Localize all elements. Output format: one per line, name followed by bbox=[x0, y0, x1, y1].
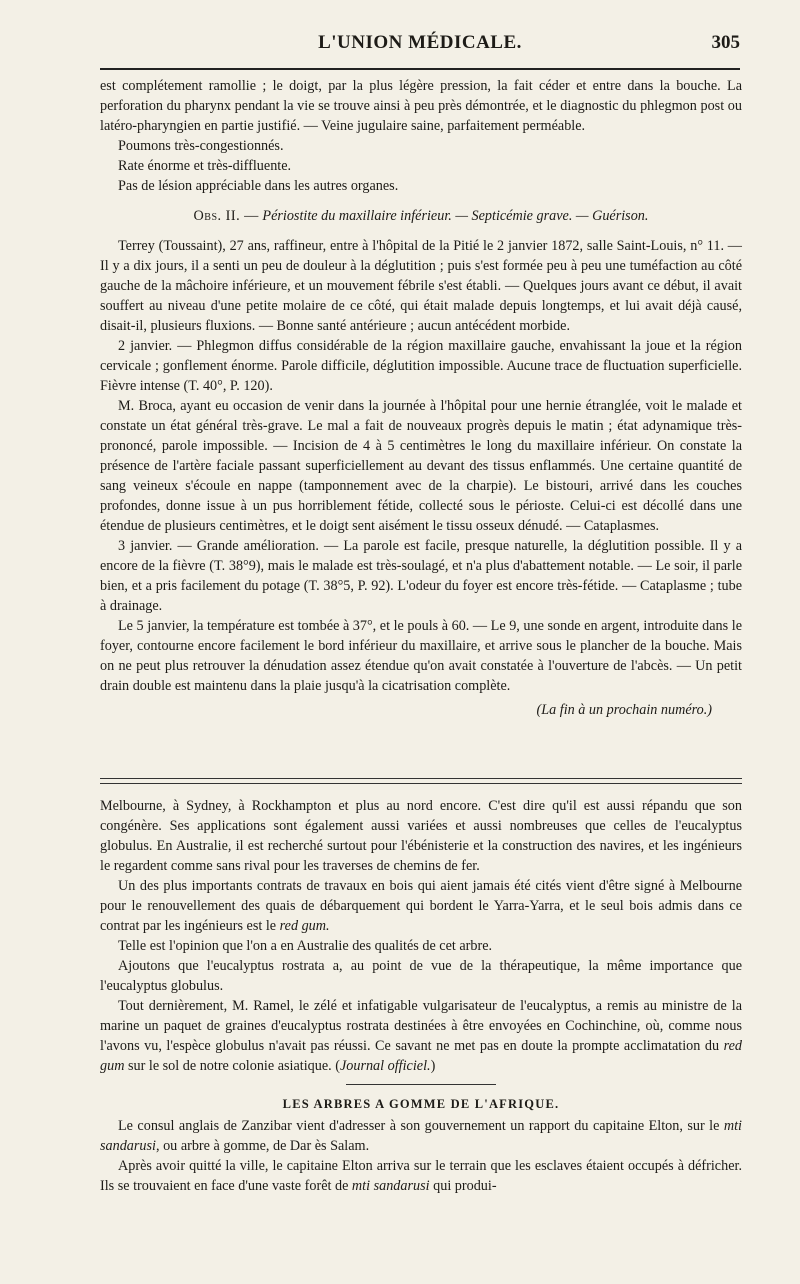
paragraph: Ajoutons que l'eucalyptus rostrata a, au point de vue de la thérapeutique, la même importance que l'eucalyptus globulus. bbox=[100, 958, 742, 994]
text-run: , ou arbre à gomme, de Dar ès Salam. bbox=[155, 1138, 370, 1154]
paragraph: 3 janvier. — Grande amélioration. — La parole est facile, presque naturelle, la déglutition possible. Il y a encore de la fièvre (T. 38°9), mais le malade est très-soulagé, et n'a plus d'abattement notable. — Le soir, il parle bien, et a pris facilement du potage (T. 38°5, P. 92). L'odeur du foyer est encore très-fétide. — Cataplasme ; tube à drainage. bbox=[100, 538, 742, 614]
paragraph: Telle est l'opinion que l'on a en Australie des qualités de cet arbre. bbox=[118, 938, 493, 954]
paragraph: 2 janvier. — Phlegmon diffus considérable de la région maxillaire gauche, envahissant la joue et la région cervicale ; gonflement énorme. Parole difficile, déglutition impossible. Aucune trace de fluctuation superficielle. Fièvre intense (T. 40°, P. 120). bbox=[100, 338, 742, 394]
paragraph bbox=[100, 876, 742, 936]
text-run: Un des plus importants contrats de travaux en bois qui aient jamais été cités vient d'être signé à Melbourne pour le renouvellement des quais de débarquement qui bordent le Yarra-Yarra, et le seul bois admis dans ce contrat par les ingénieurs est le bbox=[100, 878, 742, 934]
emphasis: mti sandarusi bbox=[100, 1118, 742, 1154]
observation-label: Obs. II. — bbox=[193, 208, 259, 224]
text-run: Tout dernièrement, M. Ramel, le zélé et infatigable vulgarisateur de l'eucalyptus, a remis au ministre de la marine un paquet de graines d'eucalyptus rostrata destinées à être envoyées en Cochinchine, où, comme nous l'avons vu, l'espèce globulus n'avait pas réussi. Ce savant ne met pas en doute la prompte acclimatation du bbox=[100, 998, 742, 1054]
paragraph: M. Broca, ayant eu occasion de venir dans la journée à l'hôpital pour une hernie étranglée, voit le malade et constate un état général très-grave. Le mal a fait de nouveaux progrès depuis le matin ; état adynamique très-prononcé, parole impossible. — Incision de 4 à 5 centimètres le long du maxillaire inférieur. On constate la présence de l'artère faciale passant superficiellement au devant des tissus enflammés. Une certaine quantité de sang veineux s'écoule en nappe (tamponnement avec de la charpie). Le bistouri, arrivé dans les couches profondes, donne issue à un pus horriblement fétide, collecté sous le périoste. Celui-ci est décollé dans une étendue de plusieurs centimètres, et le doigt sent aisément le tissu osseux dénudé. — Cataplasmes. bbox=[100, 398, 742, 534]
section-divider bbox=[100, 778, 742, 784]
observation-title: Périostite du maxillaire inférieur. — Septicémie grave. — Guérison. bbox=[262, 208, 649, 224]
finding-line: Rate énorme et très-diffluente. bbox=[118, 158, 292, 174]
text-run: sur le sol de notre colonie asiatique. ( bbox=[124, 1058, 340, 1074]
text-run: qui produi- bbox=[429, 1178, 497, 1194]
text-run: ) bbox=[430, 1058, 436, 1074]
eucalyptus-section bbox=[100, 796, 742, 1196]
finding-line: Poumons très-congestionnés. bbox=[118, 138, 284, 154]
paragraph: Melbourne, à Sydney, à Rockhampton et plus au nord encore. C'est dire qu'il est aussi répandu que son congénère. Ses applications sont également aussi variées et aussi nombreuses que celles de l'eucalyptus globulus. En Australie, il est recherché surtout pour l'ébénisterie et la construction des navires, et les ingénieurs le regardent comme sans rival pour les traverses de chemins de fer. bbox=[100, 798, 742, 874]
paragraph bbox=[100, 996, 742, 1076]
short-rule bbox=[346, 1084, 496, 1085]
finding-line: Pas de lésion appréciable dans les autres organes. bbox=[118, 178, 399, 194]
paragraph: Le 5 janvier, la température est tombée à 37°, et le pouls à 60. — Le 9, une sonde en argent, introduite dans le foyer, contourne encore facilement le bord inférieur du maxillaire, et arrive sous le plancher de la bouche. Mais on ne peut plus retrouver la dénudation assez étendue qu'on avait constatée à l'ouverture de l'abcès. — Un petit drain double est maintenu dans la plaie jusqu'à la cicatrisation complète. bbox=[100, 618, 742, 694]
emphasis: mti sandarusi bbox=[351, 1178, 430, 1194]
text-run: Le consul anglais de Zanzibar vient d'adresser à son gouvernement un rapport du capitaine Elton, sur le bbox=[118, 1118, 724, 1134]
paragraph: Terrey (Toussaint), 27 ans, raffineur, entre à l'hôpital de la Pitié le 2 janvier 1872, salle Saint-Louis, n° 11. — Il y a dix jours, il a senti un peu de douleur à la déglutition ; puis s'est formée peu à peu une tuméfaction au côté gauche de la mâchoire inférieure, et un mouvement fébrile s'est établi. — Quelques jours avant ce début, il avait souffert au niveau d'une petite molaire de ce côté, qui était malade depuis longtemps, et lui avait déjà causé, disait-il, plusieurs fluxions. — Bonne santé antérieure ; aucun antécédent morbide. bbox=[100, 238, 742, 334]
emphasis: red gum. bbox=[279, 918, 330, 934]
observation-heading bbox=[100, 206, 742, 226]
emphasis: red gum bbox=[100, 1038, 742, 1074]
paragraph bbox=[100, 1156, 742, 1196]
section-heading: LES ARBRES A GOMME DE L'AFRIQUE. bbox=[282, 1097, 560, 1111]
source-citation: Journal officiel. bbox=[339, 1058, 431, 1074]
case-report-section bbox=[100, 76, 742, 720]
running-title: L'UNION MÉDICALE. bbox=[318, 32, 522, 53]
continued-note: (La fin à un prochain numéro.) bbox=[536, 702, 712, 718]
header-rule bbox=[100, 68, 740, 70]
page-header bbox=[100, 32, 740, 62]
text-run: Après avoir quitté la ville, le capitaine Elton arriva sur le terrain que les esclaves étaient occupés à défricher. Ils se trouvaient en face d'une vaste forêt de bbox=[100, 1158, 742, 1194]
paragraph: est complétement ramollie ; le doigt, par la plus légère pression, la fait céder et entre dans la bouche. La perforation du pharynx pendant la vie se trouve ainsi à peu près démontrée, et le diagnostic du phlegmon post ou latéro-pharyngien en partie justifié. — Veine jugulaire saine, parfaitement perméable. bbox=[100, 78, 742, 134]
page-number: 305 bbox=[711, 32, 740, 53]
paragraph bbox=[100, 1116, 742, 1156]
